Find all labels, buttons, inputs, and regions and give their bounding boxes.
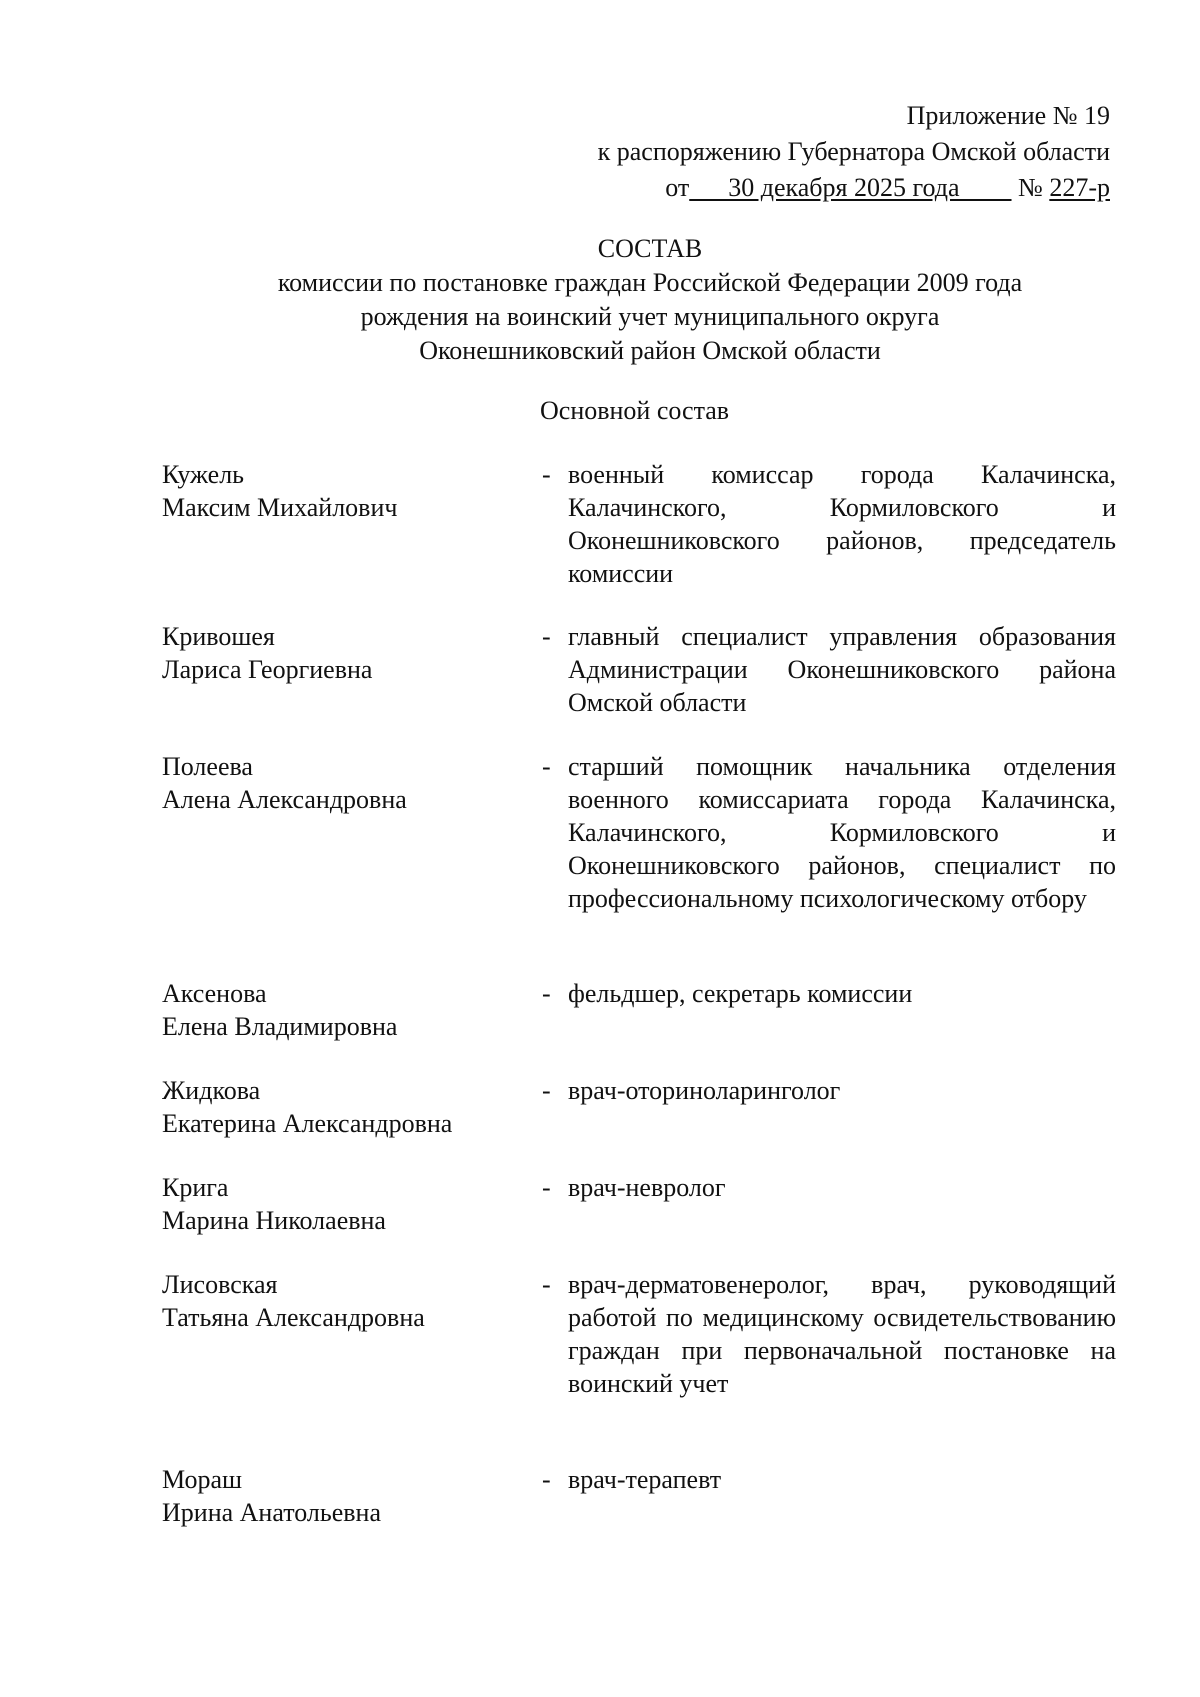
member-name <box>162 977 522 1043</box>
member-role: главный специалист управления образования Администрации Оконешниковского района Омской области <box>568 622 1116 717</box>
date-prefix: от <box>665 173 690 202</box>
member-dash: - <box>542 1173 551 1202</box>
member-surname: Мораш <box>162 1465 243 1494</box>
order-date-line <box>598 170 1110 206</box>
member-role: врач-дерматовенеролог, врач, руководящий работой по медицинскому освидетельствованию граждан при первоначальной постановке на воинский учет <box>568 1270 1116 1398</box>
member-surname: Полеева <box>162 752 253 781</box>
member-role: врач-оториноларинголог <box>568 1076 841 1105</box>
title-main: СОСТАВ <box>597 234 703 263</box>
member-role: старший помощник начальника отделения военного комиссариата города Калачинска, Калачинского, Кормиловского и Оконешниковского районов, специалист по профессиональному психологическому отбору <box>568 752 1116 913</box>
member-name <box>162 1171 522 1237</box>
member-given-name: Татьяна Александровна <box>162 1303 425 1332</box>
member-name <box>162 1074 522 1140</box>
section-heading: Основной состав <box>540 396 730 425</box>
member-dash: - <box>542 622 551 651</box>
appendix-header <box>598 98 1110 206</box>
member-role: фельдшер, секретарь комиссии <box>568 979 913 1008</box>
order-date: 30 декабря 2025 года <box>689 173 1012 202</box>
document-title <box>150 232 1150 368</box>
member-role: врач-невролог <box>568 1173 726 1202</box>
member-dash: - <box>542 1465 551 1494</box>
member-name <box>162 1268 522 1334</box>
member-surname: Аксенова <box>162 979 267 1008</box>
member-name <box>162 620 522 686</box>
member-surname: Кужель <box>162 460 245 489</box>
member-given-name: Екатерина Александровна <box>162 1109 453 1138</box>
member-dash: - <box>542 1076 551 1105</box>
member-surname: Крига <box>162 1173 229 1202</box>
title-line-2: рождения на воинский учет муниципального округа <box>360 302 940 331</box>
member-dash: - <box>542 1270 551 1299</box>
member-given-name: Максим Михайлович <box>162 493 398 522</box>
member-surname: Лисовская <box>162 1270 278 1299</box>
title-line-3: Оконешниковский район Омской области <box>419 336 881 365</box>
member-given-name: Алена Александровна <box>162 785 407 814</box>
member-surname: Кривошея <box>162 622 275 651</box>
member-dash: - <box>542 979 551 1008</box>
member-given-name: Лариса Георгиевна <box>162 655 373 684</box>
member-name <box>162 750 522 816</box>
member-given-name: Марина Николаевна <box>162 1206 386 1235</box>
member-name <box>162 1463 522 1529</box>
title-line-1: комиссии по постановке граждан Российской Федерации 2009 года <box>277 268 1023 297</box>
member-name <box>162 458 522 524</box>
member-dash: - <box>542 752 551 781</box>
order-reference: к распоряжению Губернатора Омской области <box>597 137 1110 166</box>
member-role: военный комиссар города Калачинска, Калачинского, Кормиловского и Оконешниковского районов, председатель комиссии <box>568 460 1116 588</box>
member-given-name: Елена Владимировна <box>162 1012 398 1041</box>
order-number: 227-р <box>1049 173 1110 202</box>
member-surname: Жидкова <box>162 1076 261 1105</box>
number-prefix: № <box>1018 173 1043 202</box>
member-given-name: Ирина Анатольевна <box>162 1498 381 1527</box>
member-dash: - <box>542 460 551 489</box>
appendix-number: Приложение № 19 <box>906 101 1110 130</box>
member-role: врач-терапевт <box>568 1465 722 1494</box>
